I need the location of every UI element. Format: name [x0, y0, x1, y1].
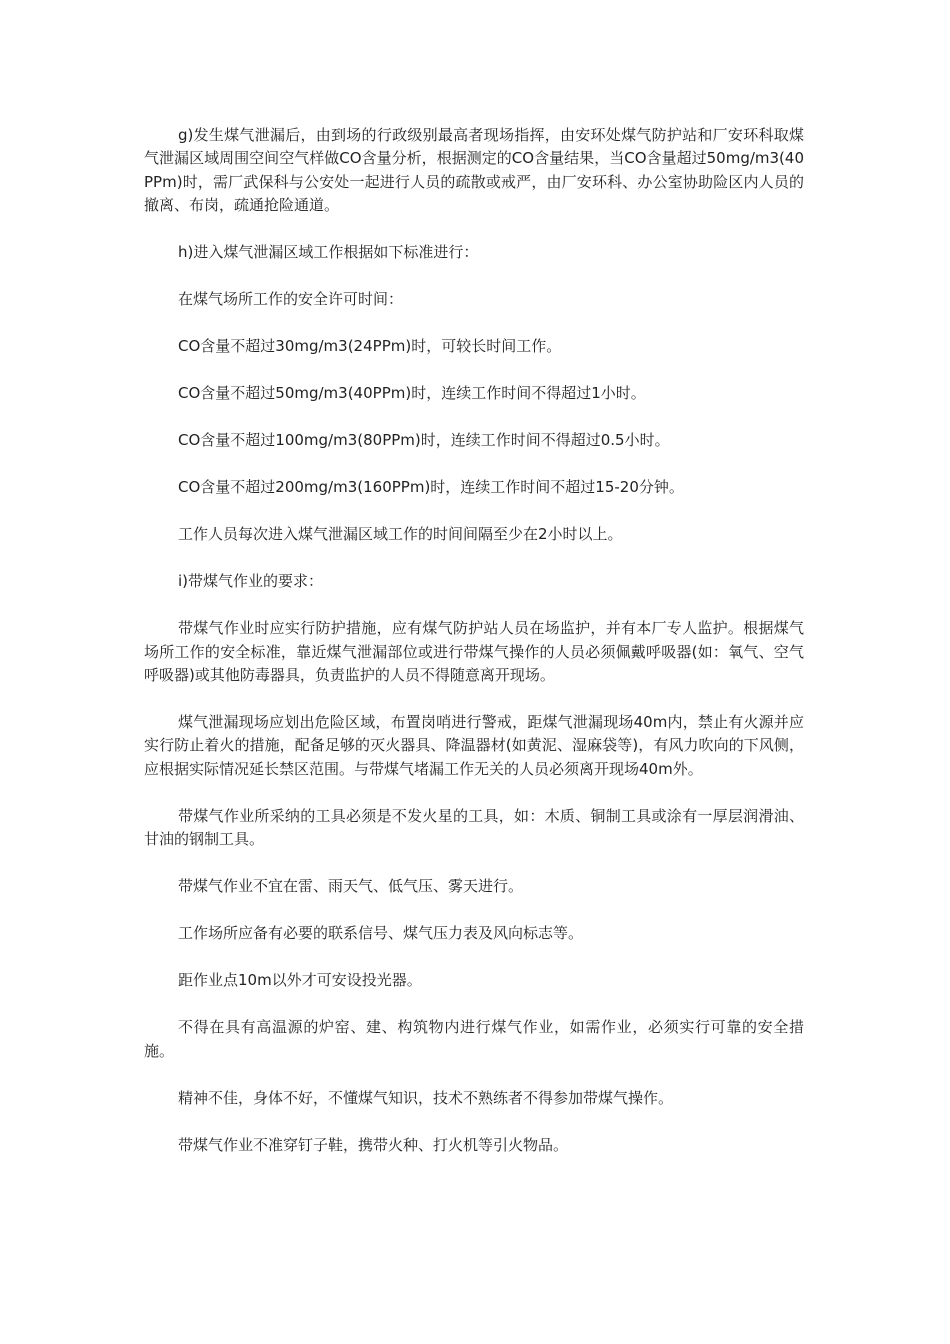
paragraph-personnel-fitness: 精神不佳，身体不好，不懂煤气知识，技术不熟练者不得参加带煤气操作。	[178, 1088, 674, 1107]
paragraph-signals-and-indicators: 工作场所应备有必要的联系信号、煤气压力表及风向标志等。	[178, 924, 584, 943]
paragraph-high-temperature-sources: 不得在具有高温源的炉窑、建、构筑物内进行煤气作业，如需作业，必须实行可靠的安全措施。	[144, 1018, 804, 1060]
document-body	[144, 124, 804, 1157]
paragraph-i-live-gas-requirements: i)带煤气作业的要求：	[178, 572, 324, 591]
paragraph-safe-time-heading: 在煤气场所工作的安全许可时间：	[178, 290, 404, 309]
paragraph-co-limit-200: CO含量不超过200mg/m3(160PPm)时，连续工作时间不超过15-20分钟。	[178, 478, 684, 497]
paragraph-danger-zone: 煤气泄漏现场应划出危险区域，布置岗哨进行警戒，距煤气泄漏现场40m内，禁止有火源并应实行防止着火的措施，配备足够的灭火器具、降温器材(如黄泥、湿麻袋等)，有风力吹向的下风侧，应根据实际情况延长禁区范围。与带煤气堵漏工作无关的人员必须离开现场40m外。	[144, 713, 804, 778]
paragraph-g-gas-leak-response: g)发生煤气泄漏后，由到场的行政级别最高者现场指挥，由安环处煤气防护站和厂安环科取煤气泄漏区域周围空间空气样做CO含量分析，根据测定的CO含量结果，当CO含量超过50mg/m3(40PPm)时，需厂武保科与公安处一起进行人员的疏散或戒严，由厂安环科、办公室协助险区内人员的撤离、布岗，疏通抢险通道。	[144, 126, 804, 215]
paragraph-spark-free-tools: 带煤气作业所采纳的工具必须是不发火星的工具，如：木质、铜制工具或涂有一厚层润滑油、甘油的钢制工具。	[144, 806, 804, 849]
paragraph-co-limit-50: CO含量不超过50mg/m3(40PPm)时，连续工作时间不得超过1小时。	[178, 384, 646, 403]
paragraph-entry-interval: 工作人员每次进入煤气泄漏区域工作的时间间隔至少在2小时以上。	[178, 525, 623, 544]
paragraph-floodlight-distance: 距作业点10m以外才可安设投光器。	[178, 971, 422, 990]
paragraph-footwear-and-ignition: 带煤气作业不准穿钉子鞋，携带火种、打火机等引火物品。	[178, 1135, 569, 1154]
paragraph-co-limit-100: CO含量不超过100mg/m3(80PPm)时，连续工作时间不得超过0.5小时。	[178, 431, 670, 450]
paragraph-weather-restriction: 带煤气作业不宜在雷、雨天气、低气压、雾天进行。	[178, 877, 524, 896]
paragraph-protective-measures: 带煤气作业时应实行防护措施，应有煤气防护站人员在场监护，并有本厂专人监护。根据煤气场所工作的安全标准，靠近煤气泄漏部位或进行带煤气操作的人员必须佩戴呼吸器(如：氧气、空气呼吸器)或其他防毒器具，负责监护的人员不得随意离开现场。	[144, 619, 804, 685]
paragraph-co-limit-30: CO含量不超过30mg/m3(24PPm)时，可较长时间工作。	[178, 337, 562, 356]
paragraph-h-entry-standards: h)进入煤气泄漏区域工作根据如下标准进行：	[178, 243, 479, 262]
